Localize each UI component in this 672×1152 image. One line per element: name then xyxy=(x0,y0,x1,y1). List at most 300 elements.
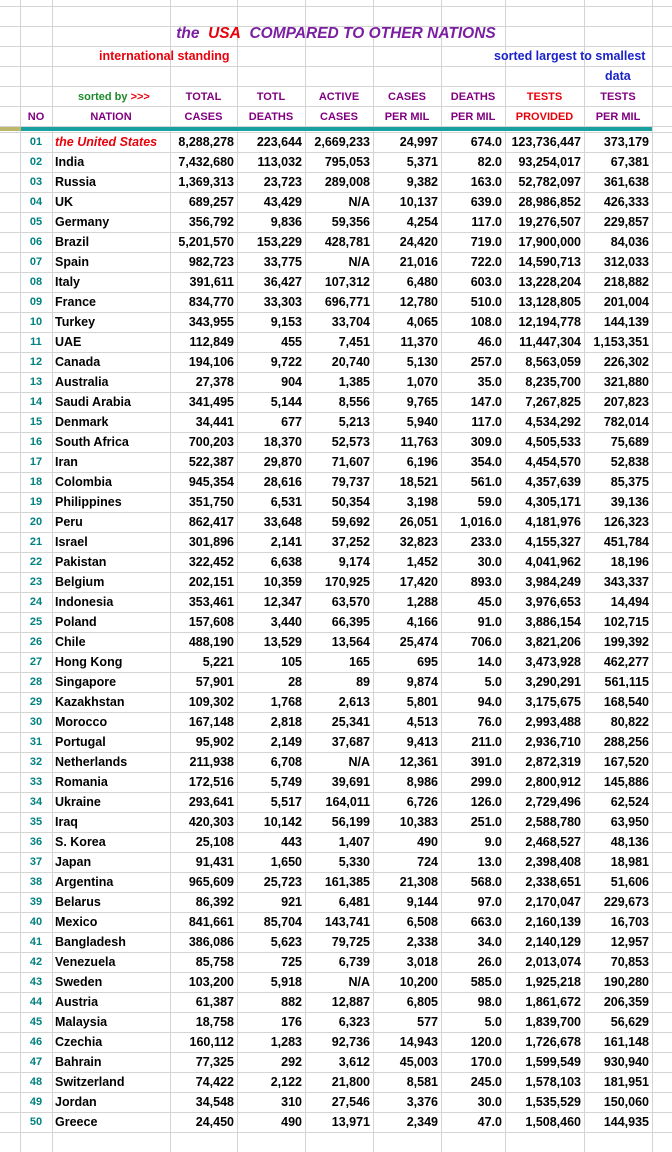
row-number: 25 xyxy=(29,616,43,628)
row-number: 08 xyxy=(29,276,43,288)
data-cell: 982,723 xyxy=(188,255,234,269)
data-cell: 5,801 xyxy=(406,695,438,709)
data-cell: 92,736 xyxy=(331,1035,370,1049)
data-cell: 85,375 xyxy=(610,475,649,489)
data-cell: 353,461 xyxy=(188,595,234,609)
row-number: 43 xyxy=(29,976,43,988)
data-cell: 13,228,204 xyxy=(518,275,581,289)
data-cell: 719.0 xyxy=(470,235,502,249)
header-divider-left xyxy=(0,127,21,131)
data-cell: 109,302 xyxy=(188,695,234,709)
row-number: 35 xyxy=(29,816,43,828)
data-cell: 157,608 xyxy=(188,615,234,629)
data-cell: 37,687 xyxy=(331,735,370,749)
data-cell: 3,290,291 xyxy=(525,675,581,689)
data-cell: 18,370 xyxy=(263,435,302,449)
data-cell: 2,349 xyxy=(406,1115,438,1129)
row-number: 04 xyxy=(29,196,43,208)
data-cell: 2,729,496 xyxy=(525,795,581,809)
data-cell: 5,130 xyxy=(406,355,438,369)
data-cell: 356,792 xyxy=(188,215,234,229)
data-cell: 9,174 xyxy=(338,555,370,569)
data-cell: 5,201,570 xyxy=(178,235,234,249)
data-cell: 862,417 xyxy=(188,515,234,529)
data-cell: 48,136 xyxy=(610,835,649,849)
data-cell: 26.0 xyxy=(477,955,502,969)
data-cell: 21,016 xyxy=(399,255,438,269)
data-cell: 13,128,805 xyxy=(518,295,581,309)
data-cell: 229,673 xyxy=(603,895,649,909)
data-cell: 170.0 xyxy=(470,1055,502,1069)
data-cell: 2,588,780 xyxy=(525,815,581,829)
data-cell: 1,283 xyxy=(270,1035,302,1049)
data-cell: 354.0 xyxy=(470,455,502,469)
data-cell: 32,823 xyxy=(399,535,438,549)
row-number: 07 xyxy=(29,256,43,268)
data-cell: 63,570 xyxy=(331,595,370,609)
data-cell: 9,153 xyxy=(270,315,302,329)
data-cell: 309.0 xyxy=(470,435,502,449)
data-cell: 126,323 xyxy=(603,515,649,529)
title-usa: USA xyxy=(208,25,241,42)
nation-name: S. Korea xyxy=(55,835,106,849)
data-cell: 199,392 xyxy=(603,635,649,649)
data-cell: 223,644 xyxy=(256,135,302,149)
data-cell: 8,556 xyxy=(338,395,370,409)
row-number: 20 xyxy=(29,516,43,528)
data-cell: 46.0 xyxy=(477,335,502,349)
data-cell: 9,382 xyxy=(406,175,438,189)
nation-name: Bahrain xyxy=(55,1055,102,1069)
data-cell: 202,151 xyxy=(188,575,234,589)
data-cell: 700,203 xyxy=(188,435,234,449)
nation-name: Belarus xyxy=(55,895,101,909)
data-cell: 94.0 xyxy=(477,695,502,709)
data-cell: 7,267,825 xyxy=(525,395,581,409)
data-cell: 5.0 xyxy=(484,675,502,689)
row-number: 39 xyxy=(29,896,43,908)
nation-name: Germany xyxy=(55,215,110,229)
row-number: 18 xyxy=(29,476,43,488)
data-cell: 1,925,218 xyxy=(525,975,581,989)
data-cell: 603.0 xyxy=(470,275,502,289)
nation-name: Colombia xyxy=(55,475,112,489)
data-cell: 3,198 xyxy=(406,495,438,509)
data-cell: 373,179 xyxy=(603,135,649,149)
data-cell: 13,529 xyxy=(263,635,302,649)
data-cell: 160,112 xyxy=(189,1035,234,1049)
data-cell: 568.0 xyxy=(470,875,502,889)
data-cell: 663.0 xyxy=(470,915,502,929)
data-cell: 112,849 xyxy=(189,335,234,349)
row-number: 38 xyxy=(29,876,43,888)
nation-name: Portugal xyxy=(55,735,106,749)
data-cell: 12,780 xyxy=(399,295,438,309)
data-cell: 451,784 xyxy=(603,535,649,549)
data-cell: 89 xyxy=(356,675,370,689)
row-number: 30 xyxy=(29,716,43,728)
data-cell: 8,986 xyxy=(406,775,438,789)
data-cell: 103,200 xyxy=(188,975,234,989)
nation-name: India xyxy=(55,155,85,169)
column-header-top: TOTL xyxy=(256,91,286,103)
data-cell: 386,086 xyxy=(188,935,234,949)
data-cell: 16,703 xyxy=(610,915,649,929)
data-cell: 2,993,488 xyxy=(525,715,581,729)
data-cell: 2,818 xyxy=(270,715,302,729)
nation-name: Kazakhstan xyxy=(55,695,125,709)
data-cell: 1,452 xyxy=(406,555,438,569)
column-header-top: TOTAL xyxy=(185,91,222,103)
nation-name: Czechia xyxy=(55,1035,103,1049)
nation-name: Philippines xyxy=(55,495,122,509)
data-cell: 8,288,278 xyxy=(178,135,234,149)
data-cell: 2,669,233 xyxy=(314,135,370,149)
nation-name: Japan xyxy=(55,855,92,869)
data-cell: 201,004 xyxy=(603,295,649,309)
nation-name: Venezuela xyxy=(55,955,116,969)
data-cell: 14,943 xyxy=(399,1035,438,1049)
page-title xyxy=(0,22,672,46)
data-cell: 126.0 xyxy=(470,795,502,809)
data-cell: 77,325 xyxy=(195,1055,234,1069)
row-number: 40 xyxy=(29,916,43,928)
data-cell: 12,194,778 xyxy=(518,315,581,329)
data-cell: 194,106 xyxy=(188,355,234,369)
row-number: 02 xyxy=(29,156,43,168)
nation-name: Canada xyxy=(55,355,101,369)
data-cell: 21,800 xyxy=(331,1075,370,1089)
column-header-top: ACTIVE xyxy=(318,91,360,103)
data-cell: 10,137 xyxy=(399,195,438,209)
data-cell: 2,149 xyxy=(270,735,302,749)
data-cell: 706.0 xyxy=(470,635,502,649)
data-cell: 226,302 xyxy=(603,355,649,369)
row-number: 50 xyxy=(29,1116,43,1128)
row-number: 49 xyxy=(29,1096,43,1108)
nation-name: Turkey xyxy=(55,315,96,329)
nation-name: Romania xyxy=(55,775,108,789)
data-cell: 34,548 xyxy=(195,1095,234,1109)
data-cell: 35.0 xyxy=(477,375,502,389)
data-cell: 19,276,507 xyxy=(518,215,581,229)
nation-name: Chile xyxy=(55,635,86,649)
column-header-bottom: CASES xyxy=(184,111,223,123)
nation-name: Saudi Arabia xyxy=(55,395,131,409)
data-cell: 1,861,672 xyxy=(525,995,581,1009)
data-cell: 165 xyxy=(349,655,370,669)
row-number: 16 xyxy=(29,436,43,448)
data-cell: 67,381 xyxy=(610,155,649,169)
nation-name: UAE xyxy=(55,335,82,349)
data-cell: 4,357,639 xyxy=(525,475,581,489)
data-cell: 85,704 xyxy=(263,915,302,929)
data-cell: 17,900,000 xyxy=(518,235,581,249)
data-cell: 288,256 xyxy=(603,735,649,749)
data-cell: 39,691 xyxy=(331,775,370,789)
nation-name: Sweden xyxy=(55,975,103,989)
data-cell: 301,896 xyxy=(188,535,234,549)
data-cell: 211.0 xyxy=(471,735,502,749)
data-cell: 13,564 xyxy=(331,635,370,649)
row-number: 36 xyxy=(29,836,43,848)
subtitle-right-line2: data xyxy=(605,69,631,83)
data-cell: 164,011 xyxy=(325,795,370,809)
data-cell: 59,692 xyxy=(331,515,370,529)
data-cell: 420,303 xyxy=(188,815,234,829)
data-cell: 190,280 xyxy=(603,975,649,989)
data-cell: 5,623 xyxy=(270,935,302,949)
nation-name: South Africa xyxy=(55,435,129,449)
data-cell: 6,508 xyxy=(406,915,438,929)
data-cell: 2,936,710 xyxy=(525,735,581,749)
nation-name: Singapore xyxy=(55,675,117,689)
data-cell: 2,122 xyxy=(270,1075,302,1089)
data-cell: 312,033 xyxy=(603,255,649,269)
data-cell: 6,739 xyxy=(338,955,370,969)
column-header-bottom: CASES xyxy=(320,111,358,123)
data-cell: 2,398,408 xyxy=(525,855,581,869)
nation-name: Iraq xyxy=(55,815,78,829)
row-number: 41 xyxy=(29,936,43,948)
data-cell: 34.0 xyxy=(477,935,502,949)
data-cell: 6,196 xyxy=(406,455,438,469)
data-cell: 12,361 xyxy=(399,755,438,769)
data-cell: 117.0 xyxy=(471,415,502,429)
data-cell: 113,032 xyxy=(257,155,302,169)
data-cell: 27,378 xyxy=(195,375,234,389)
nation-name: UK xyxy=(55,195,74,209)
grid-row-line xyxy=(0,1132,672,1133)
data-cell: 677 xyxy=(281,415,302,429)
nation-name: Jordan xyxy=(55,1095,97,1109)
nation-name: Morocco xyxy=(55,715,108,729)
data-cell: 10,200 xyxy=(399,975,438,989)
data-cell: N/A xyxy=(348,195,370,209)
data-cell: 24,450 xyxy=(195,1115,234,1129)
data-cell: 5,918 xyxy=(270,975,302,989)
data-cell: 63,950 xyxy=(610,815,649,829)
data-cell: 25,723 xyxy=(263,875,302,889)
nation-name: Poland xyxy=(55,615,97,629)
column-header-top: TESTS xyxy=(600,91,636,103)
data-cell: 3,984,249 xyxy=(525,575,581,589)
data-cell: 33,704 xyxy=(331,315,370,329)
data-cell: 161,385 xyxy=(324,875,370,889)
data-cell: 170,925 xyxy=(324,575,370,589)
data-cell: 56,199 xyxy=(331,815,370,829)
data-cell: 25,108 xyxy=(195,835,234,849)
data-cell: 6,481 xyxy=(338,895,370,909)
title-prefix: the xyxy=(176,25,200,42)
data-cell: 45.0 xyxy=(477,595,502,609)
data-cell: 59.0 xyxy=(477,495,502,509)
nation-name: Greece xyxy=(55,1115,98,1129)
row-number: 26 xyxy=(29,636,43,648)
nation-name: Brazil xyxy=(55,235,90,249)
row-number: 33 xyxy=(29,776,43,788)
data-cell: 722.0 xyxy=(470,255,502,269)
row-number: 45 xyxy=(29,1016,43,1028)
data-cell: 120.0 xyxy=(470,1035,502,1049)
data-cell: 150,060 xyxy=(603,1095,649,1109)
data-cell: 1,650 xyxy=(270,855,302,869)
data-cell: 207,823 xyxy=(603,395,649,409)
data-cell: 97.0 xyxy=(477,895,502,909)
header-divider xyxy=(21,127,652,131)
data-cell: 14,590,713 xyxy=(518,255,581,269)
data-cell: 4,166 xyxy=(406,615,438,629)
data-cell: 11,763 xyxy=(400,435,438,449)
column-header-top: TESTS xyxy=(526,91,563,103)
data-cell: 1,016.0 xyxy=(460,515,502,529)
data-cell: 26,051 xyxy=(399,515,438,529)
data-cell: 455 xyxy=(281,335,302,349)
column-header-bottom: PER MIL xyxy=(450,111,496,123)
row-number: 10 xyxy=(29,316,43,328)
data-cell: 724 xyxy=(417,855,438,869)
data-cell: 30.0 xyxy=(477,1095,502,1109)
row-number: 27 xyxy=(29,656,43,668)
data-cell: 251.0 xyxy=(470,815,502,829)
data-cell: 18,196 xyxy=(610,555,649,569)
data-cell: 163.0 xyxy=(470,175,502,189)
data-cell: 66,395 xyxy=(331,615,370,629)
data-cell: 107,312 xyxy=(324,275,370,289)
row-number: 01 xyxy=(29,136,43,148)
data-cell: 6,726 xyxy=(406,795,438,809)
data-cell: 167,520 xyxy=(603,755,649,769)
data-cell: 343,955 xyxy=(188,315,234,329)
data-cell: 2,800,912 xyxy=(525,775,581,789)
data-cell: 108.0 xyxy=(470,315,502,329)
sorted-by-label xyxy=(78,87,150,107)
row-number: 31 xyxy=(29,736,43,748)
data-cell: 218,882 xyxy=(603,275,649,289)
nation-name: Argentina xyxy=(55,875,114,889)
data-cell: 168,540 xyxy=(603,695,649,709)
data-cell: 51,606 xyxy=(610,875,649,889)
data-cell: 79,725 xyxy=(331,935,370,949)
data-cell: 12,957 xyxy=(610,935,649,949)
data-cell: 70,853 xyxy=(610,955,649,969)
data-cell: 426,333 xyxy=(603,195,649,209)
row-number: 42 xyxy=(29,956,43,968)
row-number: 37 xyxy=(29,856,43,868)
data-cell: 33,303 xyxy=(263,295,302,309)
data-cell: 5,371 xyxy=(406,155,438,169)
data-cell: 52,838 xyxy=(610,455,649,469)
row-number: 48 xyxy=(29,1076,43,1088)
data-cell: 153,229 xyxy=(256,235,302,249)
row-number: 22 xyxy=(29,556,43,568)
data-cell: 1,508,460 xyxy=(525,1115,581,1129)
data-cell: 79,737 xyxy=(331,475,370,489)
grid-row-line xyxy=(0,6,672,7)
nation-name: Netherlands xyxy=(55,755,128,769)
nation-name: Iran xyxy=(55,455,78,469)
data-cell: 3,976,653 xyxy=(525,595,581,609)
data-cell: 2,013,074 xyxy=(525,955,581,969)
data-cell: 3,440 xyxy=(270,615,302,629)
data-cell: 25,341 xyxy=(331,715,370,729)
data-cell: 3,175,675 xyxy=(525,695,581,709)
nation-name: Israel xyxy=(55,535,88,549)
column-header-bottom: DEATHS xyxy=(248,111,294,123)
column-header-bottom: PER MIL xyxy=(384,111,430,123)
data-cell: 4,181,976 xyxy=(525,515,581,529)
data-cell: 5,221 xyxy=(202,655,234,669)
data-cell: 2,160,139 xyxy=(525,915,581,929)
data-cell: 488,190 xyxy=(188,635,234,649)
data-cell: 490 xyxy=(281,1115,302,1129)
nation-name: the United States xyxy=(55,135,158,149)
nation-name: Pakistan xyxy=(55,555,107,569)
data-cell: 9,765 xyxy=(406,395,438,409)
row-number: 12 xyxy=(29,356,43,368)
data-cell: 123,736,447 xyxy=(511,135,581,149)
data-cell: 795,053 xyxy=(324,155,370,169)
nation-name: Australia xyxy=(55,375,109,389)
data-cell: 6,531 xyxy=(270,495,302,509)
data-cell: 1,726,678 xyxy=(525,1035,581,1049)
data-cell: 310 xyxy=(281,1095,302,1109)
data-cell: 921 xyxy=(281,895,302,909)
data-cell: 181,951 xyxy=(603,1075,649,1089)
data-cell: 24,997 xyxy=(399,135,438,149)
data-cell: N/A xyxy=(348,755,370,769)
data-cell: 3,018 xyxy=(406,955,438,969)
data-cell: 25,474 xyxy=(399,635,438,649)
data-cell: 36,427 xyxy=(263,275,302,289)
data-cell: 341,495 xyxy=(188,395,234,409)
nation-name: Mexico xyxy=(55,915,98,929)
nation-name: Spain xyxy=(55,255,90,269)
data-cell: 14,494 xyxy=(610,595,649,609)
data-cell: 61,387 xyxy=(195,995,234,1009)
column-header-bottom: PROVIDED xyxy=(515,111,574,123)
data-cell: 5,749 xyxy=(270,775,302,789)
row-number: 19 xyxy=(29,496,43,508)
data-cell: 965,609 xyxy=(188,875,234,889)
data-cell: 930,940 xyxy=(603,1055,649,1069)
data-cell: 2,613 xyxy=(338,695,370,709)
data-cell: 2,170,047 xyxy=(525,895,581,909)
column-header-bottom: PER MIL xyxy=(595,111,641,123)
data-cell: 74,422 xyxy=(195,1075,234,1089)
data-cell: 490 xyxy=(417,835,438,849)
data-cell: 95,902 xyxy=(195,735,234,749)
data-cell: 172,516 xyxy=(188,775,234,789)
data-cell: 9,836 xyxy=(270,215,302,229)
data-cell: 12,347 xyxy=(263,595,302,609)
row-number: 23 xyxy=(29,576,43,588)
data-cell: 37,252 xyxy=(331,535,370,549)
data-cell: 5,330 xyxy=(338,855,370,869)
data-cell: 27,546 xyxy=(331,1095,370,1109)
nation-name: Indonesia xyxy=(55,595,114,609)
data-cell: 233.0 xyxy=(470,535,502,549)
data-cell: 9,413 xyxy=(406,735,438,749)
data-cell: 391.0 xyxy=(470,755,502,769)
data-cell: 211,938 xyxy=(189,755,234,769)
data-cell: 7,451 xyxy=(338,335,370,349)
data-cell: 689,257 xyxy=(188,195,234,209)
data-cell: 28,986,852 xyxy=(518,195,581,209)
data-cell: 4,505,533 xyxy=(525,435,581,449)
data-cell: 6,708 xyxy=(270,755,302,769)
data-cell: 5,940 xyxy=(406,415,438,429)
